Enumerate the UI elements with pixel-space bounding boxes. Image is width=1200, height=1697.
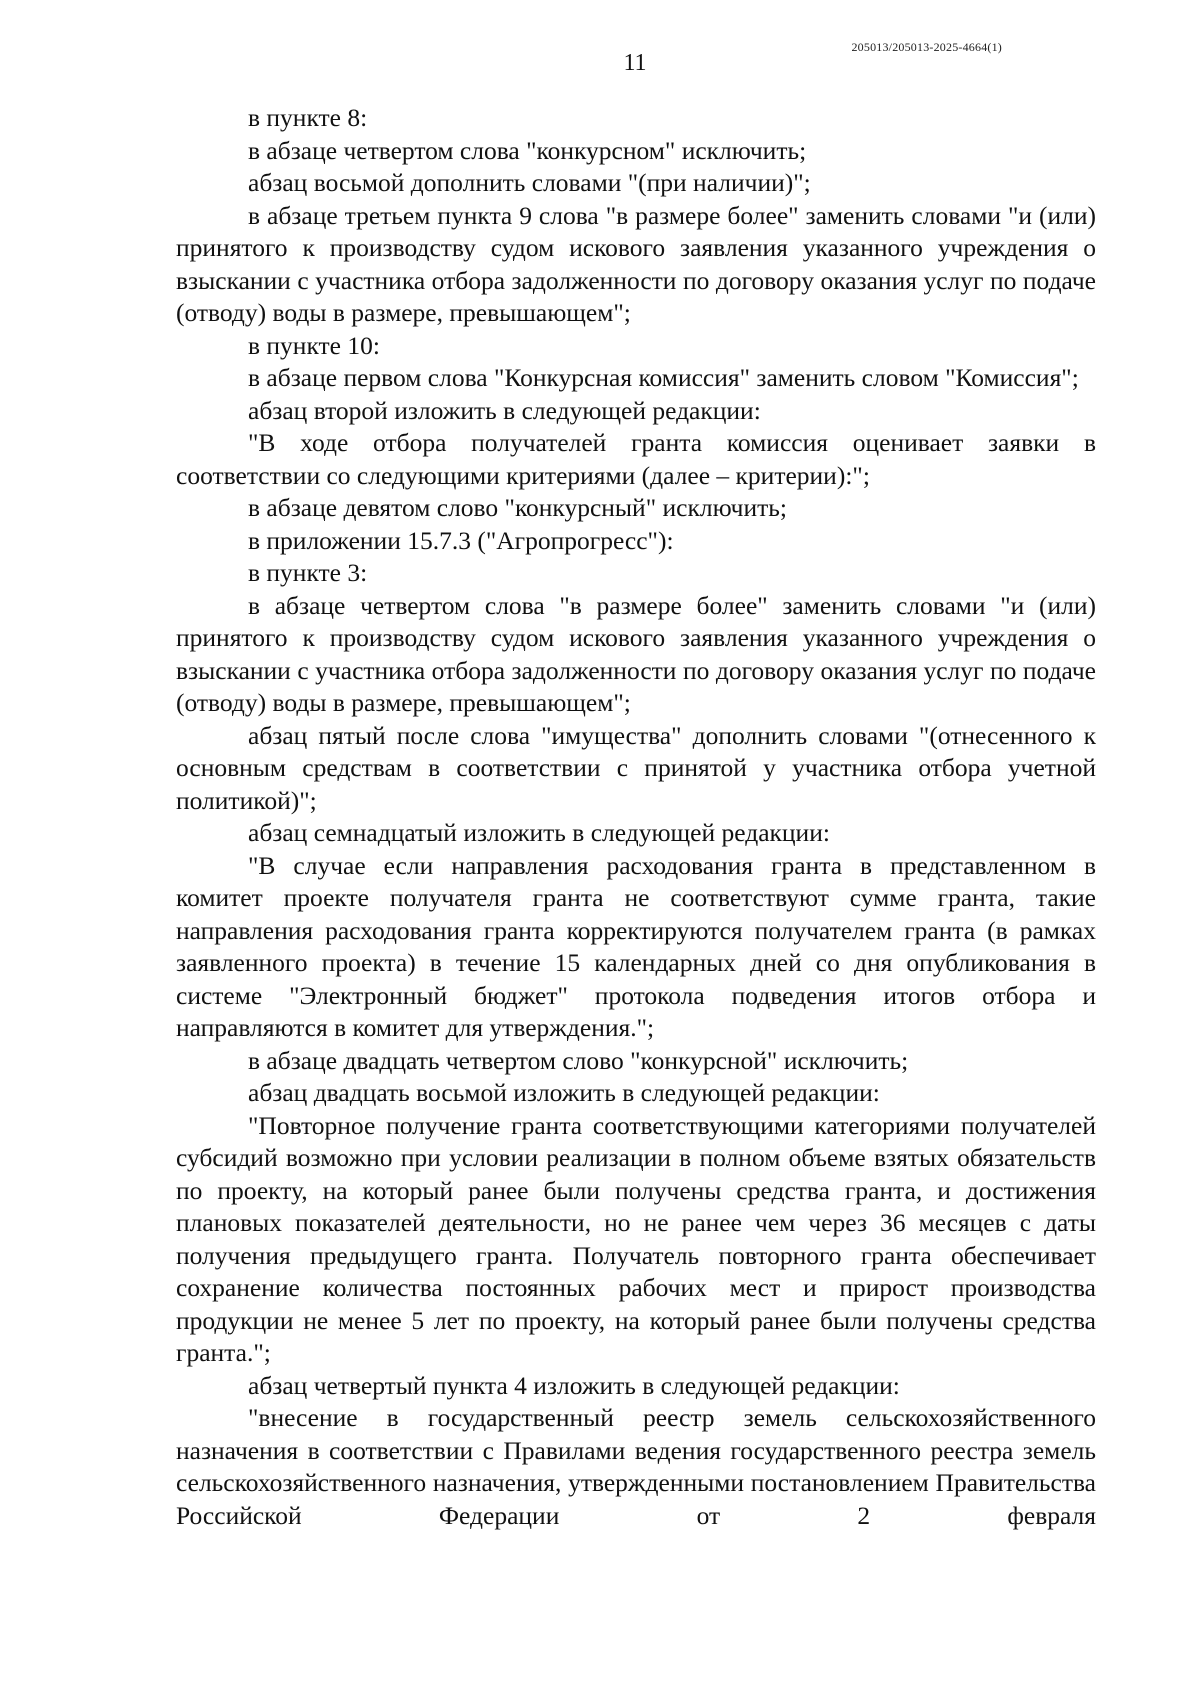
document-body <box>176 102 1096 1532</box>
paragraph: в абзаце третьем пункта 9 слова "в размере более" заменить словами "и (или) принятого к производству судом искового заявления указанного учреждения о взыскании с участника отбора задолженности по договору оказания услуг по подаче (отводу) воды в размере, превышающем"; <box>176 200 1096 327</box>
paragraph: абзац семнадцатый изложить в следующей редакции: <box>248 818 830 847</box>
paragraph: в абзаце девятом слово "конкурсный" исключить; <box>248 493 787 522</box>
paragraph: в пункте 3: <box>248 558 368 587</box>
paragraph: в приложении 15.7.3 ("Агропрогресс"): <box>248 525 674 555</box>
paragraph: абзац второй изложить в следующей редакции: <box>248 395 761 425</box>
paragraph: абзац пятый после слова "имущества" дополнить словами "(отнесенного к основным средствам в соответствии с принятой у участника отбора учетной политикой)"; <box>176 720 1096 815</box>
paragraph: в абзаце четвертом слова "конкурсном" исключить; <box>248 135 807 165</box>
paragraph: "В случае если направления расходования гранта в представленном в комитет проекте получателя гранта не соответствуют сумме гранта, такие направления расходования гранта корректируются получателем гранта (в рамках заявленного проекта) в течение 15 календарных дней со дня опубликования в системе "Электронный бюджет" протокола подведения итогов отбора и направляются в комитет для утверждения."; <box>176 850 1096 1042</box>
paragraph: "внесение в государственный реестр земель сельскохозяйственного назначения в соответствии с Правилами ведения государственного реестра земель сельскохозяйственного назначения, утвержденными постановлением Правительства Российской Федерации от 2 февраля <box>176 1403 1096 1530</box>
paragraph: абзац четвертый пункта 4 изложить в следующей редакции: <box>248 1370 900 1400</box>
paragraph: "Повторное получение гранта соответствующими категориями получателей субсидий возможно при условии реализации в полном объеме взятых обязательств по проекту, на который ранее были получены средства гранта, и достижения плановых показателей деятельности, но не ранее чем через 36 месяцев с даты получения предыдущего гранта. Получатель повторного гранта обеспечивает сохранение количества постоянных рабочих мест и прирост производства продукции не менее 5 лет по проекту, на который ранее были получены средства гранта."; <box>176 1110 1096 1367</box>
page-number: 11 <box>623 50 647 76</box>
paragraph: в абзаце первом слова "Конкурсная комиссия" заменить словом "Комиссия"; <box>248 363 1079 392</box>
paragraph: "В ходе отбора получателей гранта комиссия оценивает заявки в соответствии со следующими критериями (далее – критерии):"; <box>176 428 1096 490</box>
paragraph: в абзаце четвертом слова "в размере более" заменить словами "и (или) принятого к производству судом искового заявления указанного учреждения о взыскании с участника отбора задолженности по договору оказания услуг по подаче (отводу) воды в размере, превышающем"; <box>176 590 1096 717</box>
paragraph: абзац восьмой дополнить словами "(при наличии)"; <box>248 168 811 197</box>
paragraph: в пункте 8: <box>248 103 368 132</box>
paragraph: абзац двадцать восьмой изложить в следующей редакции: <box>248 1078 880 1107</box>
paragraph: в абзаце двадцать четвертом слово "конкурсной" исключить; <box>248 1045 909 1075</box>
document-registration-number: 205013/205013-2025-4664(1) <box>851 40 1002 54</box>
paragraph: в пункте 10: <box>248 330 380 360</box>
